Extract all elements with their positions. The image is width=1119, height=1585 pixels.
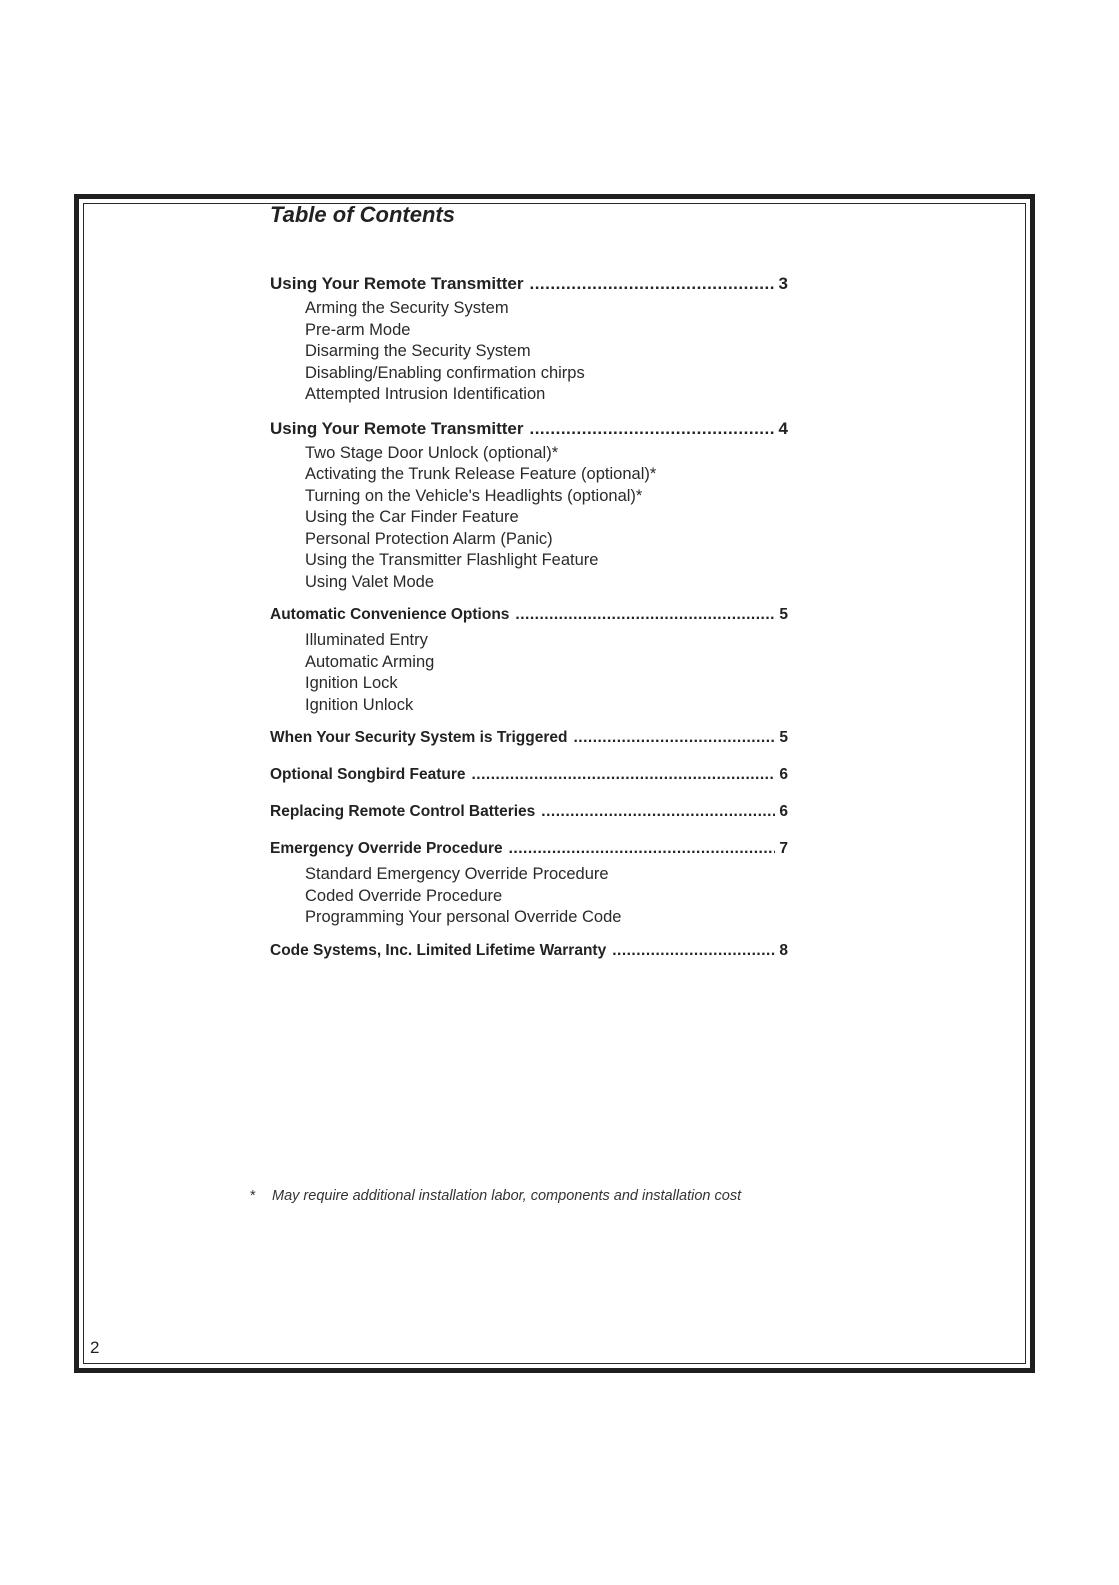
toc-subitem[interactable]: Pre-arm Mode: [305, 320, 411, 339]
toc-subitem-list: [270, 443, 788, 594]
toc-subitem[interactable]: Turning on the Vehicle's Headlights (optional)*: [305, 486, 643, 505]
dot-leader: [529, 419, 774, 439]
toc-subitem-list: [270, 298, 788, 406]
toc-subitem[interactable]: Disarming the Security System: [305, 342, 531, 360]
dot-leader: [612, 942, 775, 960]
toc-subitem[interactable]: Activating the Trunk Release Feature (optional)*: [305, 465, 657, 483]
table-of-contents: [270, 274, 788, 979]
toc-entry-heading: Optional Songbird Feature: [270, 766, 466, 783]
toc-section: [270, 274, 788, 406]
toc-entry[interactable]: [270, 419, 788, 443]
toc-subitem[interactable]: Attempted Intrusion Identification: [305, 385, 546, 403]
toc-section: [270, 942, 788, 966]
toc-subitem[interactable]: Two Stage Door Unlock (optional)*: [305, 443, 559, 462]
toc-entry[interactable]: [270, 942, 788, 966]
footnote-marker: *: [250, 1188, 256, 1204]
toc-entry-page-number: 4: [778, 418, 788, 438]
toc-subitem[interactable]: Automatic Arming: [305, 652, 435, 671]
toc-entry[interactable]: [270, 729, 788, 753]
page-number: 2: [90, 1338, 100, 1357]
toc-subitem[interactable]: Using the Transmitter Flashlight Feature: [305, 551, 599, 569]
toc-entry-heading: Using Your Remote Transmitter: [270, 418, 524, 438]
toc-section: [270, 803, 788, 827]
toc-section: [270, 766, 788, 790]
toc-subitem[interactable]: Ignition Unlock: [305, 695, 414, 714]
toc-entry[interactable]: [270, 766, 788, 790]
toc-entry-page-number: 5: [779, 729, 788, 746]
toc-subitem[interactable]: Programming Your personal Override Code: [305, 908, 622, 926]
toc-subitem[interactable]: Illuminated Entry: [305, 631, 428, 649]
dot-leader: [573, 729, 775, 747]
toc-entry[interactable]: [270, 274, 788, 298]
dot-leader: [529, 274, 774, 294]
toc-subitem[interactable]: Coded Override Procedure: [305, 886, 503, 905]
footnote: [250, 1188, 741, 1204]
toc-entry-heading: Automatic Convenience Options: [270, 606, 510, 623]
toc-entry-page-number: 6: [779, 766, 788, 783]
toc-entry-heading: Code Systems, Inc. Limited Lifetime Warranty: [270, 941, 607, 959]
toc-entry-heading: Replacing Remote Control Batteries: [270, 803, 536, 820]
toc-subitem[interactable]: Using Valet Mode: [305, 572, 435, 591]
footnote-text: May require additional installation labor, components and installation cost: [272, 1188, 742, 1204]
toc-entry-heading: Emergency Override Procedure: [270, 840, 503, 857]
toc-section: [270, 419, 788, 594]
toc-entry-heading: Using Your Remote Transmitter: [270, 274, 524, 293]
dot-leader: [515, 606, 775, 624]
dot-leader: [471, 766, 775, 784]
toc-entry[interactable]: [270, 840, 788, 864]
toc-section: [270, 840, 788, 929]
toc-entry-page-number: 6: [779, 803, 788, 820]
toc-entry[interactable]: [270, 606, 788, 630]
dot-leader: [541, 803, 775, 821]
page-title: Table of Contents: [270, 202, 455, 227]
dot-leader: [509, 840, 776, 858]
toc-entry[interactable]: [270, 803, 788, 827]
toc-subitem[interactable]: Disabling/Enabling confirmation chirps: [305, 363, 585, 382]
toc-subitem[interactable]: Ignition Lock: [305, 674, 398, 692]
toc-section: [270, 729, 788, 753]
toc-subitem[interactable]: Personal Protection Alarm (Panic): [305, 529, 553, 548]
toc-subitem-list: [270, 864, 788, 929]
toc-entry-heading: When Your Security System is Triggered: [270, 729, 568, 746]
toc-subitem[interactable]: Arming the Security System: [305, 299, 509, 317]
toc-entry-page-number: 5: [779, 606, 788, 623]
toc-subitem[interactable]: Standard Emergency Override Procedure: [305, 865, 609, 883]
toc-entry-page-number: 8: [779, 941, 788, 959]
toc-entry-page-number: 3: [778, 274, 788, 293]
toc-subitem[interactable]: Using the Car Finder Feature: [305, 508, 519, 526]
toc-entry-page-number: 7: [779, 840, 788, 857]
toc-subitem-list: [270, 630, 788, 716]
toc-section: [270, 606, 788, 716]
